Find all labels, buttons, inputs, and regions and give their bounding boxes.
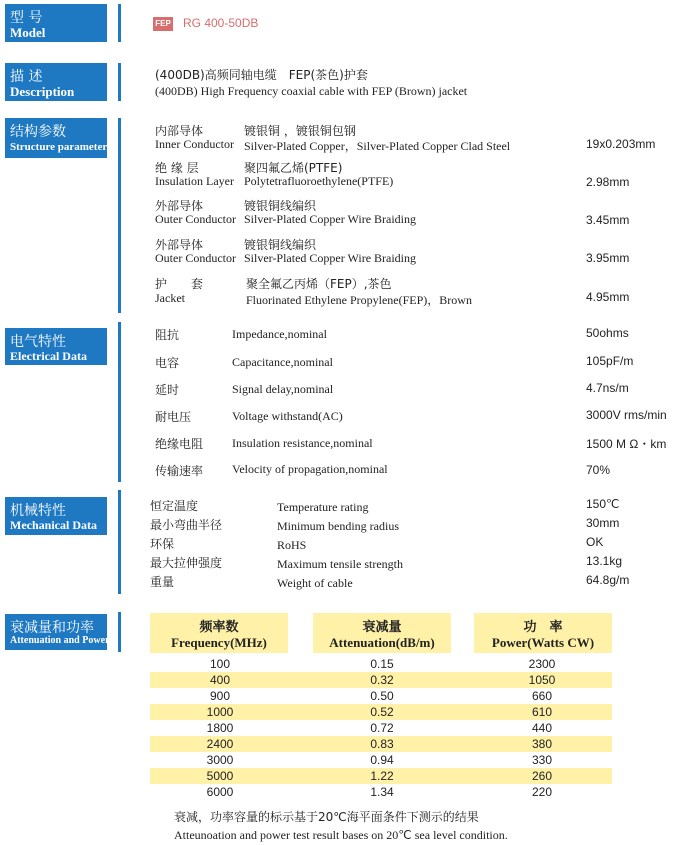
item-value: 105pF/m	[586, 354, 634, 368]
item-name-cn: 重量	[150, 575, 175, 589]
section-label-attenuation	[5, 614, 110, 650]
item-name-en: Outer Conductor	[155, 212, 236, 226]
section-title-cn: 型 号	[10, 10, 43, 26]
section-title-cn: 衰减量和功率	[10, 620, 94, 636]
table-header-frequency	[150, 613, 288, 653]
section-label-model	[5, 4, 107, 42]
cell-frequency: 1000	[206, 705, 234, 719]
section-divider	[118, 4, 121, 42]
item-name-en: Temperature rating	[277, 500, 369, 514]
item-value: 64.8g/m	[586, 573, 630, 587]
item-value: 13.1kg	[586, 554, 623, 568]
footnote-cn: 衰减，功率容量的标示基于20℃海平面条件下测示的结果	[174, 810, 479, 824]
item-name-en: Capacitance,nominal	[232, 355, 333, 369]
item-material-cn: 镀银铜线编织	[244, 199, 317, 213]
header-cn: 功 率	[523, 620, 563, 635]
item-name-cn: 外部导体	[155, 199, 204, 213]
table-row	[150, 752, 612, 768]
footnote-en: Atteunoation and power test result bases on 20℃ sea level condition.	[174, 828, 508, 842]
cell-attenuation: 0.94	[370, 753, 394, 767]
item-name-en: Jacket	[155, 291, 185, 305]
item-material-en: Silver-Plated Copper，Silver-Plated Copper Clad Steel	[244, 139, 511, 153]
cell-power: 2300	[528, 657, 556, 671]
item-name-cn: 绝缘电阻	[155, 437, 204, 451]
item-value: 3.95mm	[586, 251, 630, 265]
item-material-en: Fluorinated Ethylene Propylene(FEP)，Brown	[246, 293, 472, 307]
item-name-en: RoHS	[277, 538, 307, 552]
cell-attenuation: 0.50	[370, 689, 394, 703]
item-value: 70%	[586, 463, 611, 477]
table-header-power	[474, 613, 612, 653]
table-row	[150, 656, 612, 672]
item-name-cn: 外部导体	[155, 238, 204, 252]
item-material-cn: 镀银铜 ，镀银铜包钢	[244, 124, 356, 138]
cell-attenuation: 0.72	[370, 721, 394, 735]
item-material-en: Silver-Plated Copper Wire Braiding	[244, 212, 417, 226]
section-label-structure	[5, 118, 107, 158]
table-row	[150, 720, 612, 736]
item-value: 50ohms	[586, 326, 629, 340]
cell-attenuation: 0.15	[370, 657, 394, 671]
cell-power: 260	[531, 769, 553, 783]
item-name-en: Insulation resistance,nominal	[232, 436, 373, 450]
item-name-en: Voltage withstand(AC)	[232, 409, 343, 423]
item-material-cn: 镀银铜线编织	[244, 238, 317, 252]
section-divider	[118, 612, 121, 652]
item-name-en: Impedance,nominal	[232, 327, 327, 341]
section-label-description	[5, 63, 107, 101]
section-title-en: Electrical Data	[10, 349, 87, 363]
cell-power: 1050	[528, 673, 556, 687]
item-value: 1500 M Ω・km	[586, 437, 667, 451]
item-value: 3.45mm	[586, 213, 630, 227]
item-value: 4.7ns/m	[586, 381, 629, 395]
cell-attenuation: 1.22	[370, 769, 394, 783]
cell-frequency: 900	[209, 689, 231, 703]
item-value: 30mm	[586, 516, 620, 530]
cell-frequency: 100	[209, 657, 231, 671]
item-name-cn: 传输速率	[155, 464, 204, 478]
cell-frequency: 2400	[206, 737, 234, 751]
fep-badge: FEP	[153, 17, 173, 31]
item-value: 2.98mm	[586, 175, 630, 189]
section-title-cn: 描 述	[10, 69, 43, 85]
item-name-cn: 耐电压	[155, 410, 192, 424]
item-name-en: Minimum bending radius	[277, 519, 399, 533]
header-en: Power(Watts CW)	[491, 635, 595, 650]
section-title-en: Mechanical Data	[10, 518, 97, 532]
cell-power: 440	[531, 721, 553, 735]
cell-frequency: 5000	[206, 769, 234, 783]
header-en: Frequency(MHz)	[171, 635, 267, 650]
section-title-cn: 机械特性	[10, 503, 66, 519]
item-name-cn: 电容	[155, 356, 180, 370]
cell-power: 610	[531, 705, 553, 719]
item-name-cn: 护 套	[155, 277, 204, 291]
cell-attenuation: 0.32	[370, 673, 394, 687]
section-title-cn: 结构参数	[10, 124, 66, 140]
item-material-en: Polytetrafluoroethylene(PTFE)	[244, 174, 394, 188]
item-value: OK	[586, 535, 604, 549]
section-divider	[118, 490, 121, 594]
table-row	[150, 688, 612, 704]
item-value: 150℃	[586, 497, 620, 511]
section-title-en: Structure parameter	[10, 141, 108, 153]
item-name-cn: 最小弯曲半径	[150, 518, 223, 532]
table-header-attenuation	[313, 613, 451, 653]
description-en: (400DB) High Frequency coaxial cable with FEP (Brown) jacket	[155, 84, 468, 98]
section-divider	[118, 118, 121, 313]
item-name-en: Maximum tensile strength	[277, 557, 403, 571]
section-title-en: Description	[10, 84, 75, 99]
item-value: 19x0.203mm	[586, 137, 656, 151]
item-name-cn: 阻抗	[155, 328, 180, 342]
item-name-en: Weight of cable	[277, 576, 353, 590]
item-name-cn: 延时	[155, 383, 180, 397]
description-cn: (400DB)高频同轴电缆 FEP(茶色)护套	[155, 68, 368, 82]
cell-frequency: 1800	[206, 721, 234, 735]
cell-frequency: 6000	[206, 785, 234, 799]
item-name-cn: 环保	[150, 537, 175, 551]
section-title-en: Attenuation and Power	[10, 635, 110, 646]
model-name: RG 400-50DB	[183, 16, 259, 30]
section-divider	[118, 63, 121, 101]
item-material-cn: 聚全氟乙丙烯（FEP）,茶色	[246, 277, 392, 291]
cell-attenuation: 0.52	[370, 705, 394, 719]
header-cn: 频率数	[199, 620, 239, 635]
table-row	[150, 672, 612, 688]
item-name-cn: 绝 缘 层	[155, 161, 199, 175]
item-material-en: Silver-Plated Copper Wire Braiding	[244, 251, 417, 265]
table-row	[150, 704, 612, 720]
item-name-en: Velocity of propagation,nominal	[232, 462, 388, 476]
cell-power: 380	[531, 737, 553, 751]
table-row	[150, 768, 612, 784]
item-name-cn: 恒定温度	[150, 499, 199, 513]
item-name-en: Signal delay,nominal	[232, 382, 334, 396]
cell-power: 220	[531, 785, 553, 799]
cell-frequency: 3000	[206, 753, 234, 767]
cell-power: 660	[531, 689, 553, 703]
header-cn: 衰减量	[362, 620, 402, 635]
section-title-en: Model	[10, 25, 46, 40]
item-name-en: Insulation Layer	[155, 174, 234, 188]
item-name-en: Outer Conductor	[155, 251, 236, 265]
section-label-electrical	[5, 328, 107, 365]
header-en: Attenuation(dB/m)	[329, 635, 435, 650]
table-row	[150, 784, 612, 800]
item-material-cn: 聚四氟乙烯(PTFE)	[244, 161, 343, 175]
cell-attenuation: 0.83	[370, 737, 394, 751]
cell-power: 330	[531, 753, 553, 767]
cell-frequency: 400	[209, 673, 231, 687]
section-divider	[118, 322, 121, 482]
section-label-mechanical	[5, 497, 107, 535]
table-row	[150, 736, 612, 752]
item-value: 4.95mm	[586, 290, 630, 304]
item-name-cn: 内部导体	[155, 124, 204, 138]
item-name-cn: 最大拉伸强度	[150, 556, 223, 570]
item-name-en: Inner Conductor	[155, 137, 234, 151]
section-title-cn: 电气特性	[10, 334, 66, 350]
item-value: 3000V rms/min	[586, 408, 667, 422]
cell-attenuation: 1.34	[370, 785, 394, 799]
